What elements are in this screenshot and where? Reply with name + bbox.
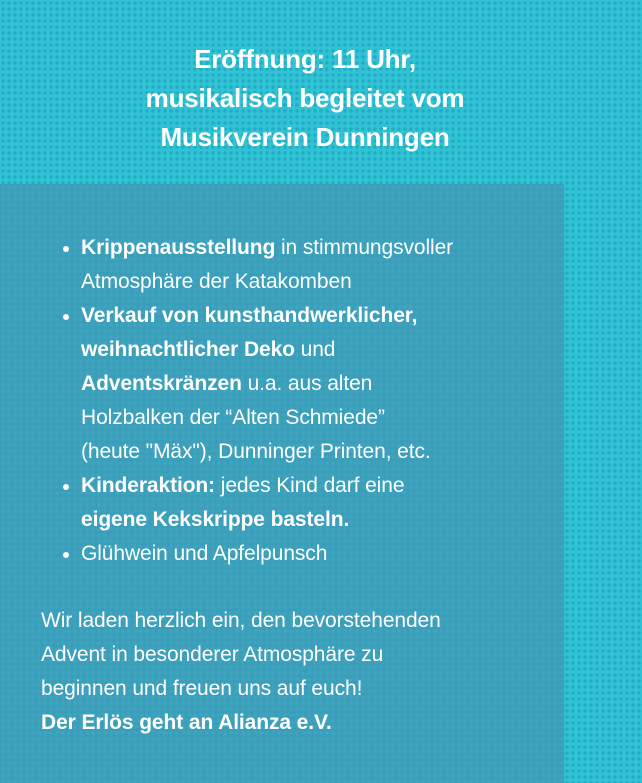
- proceeds-note: Der Erlös geht an Alianza e.V.: [41, 711, 332, 734]
- item-highlight: Verkauf von kunsthandwerklicher,: [81, 304, 418, 327]
- heading-line-band: Musikverein Dunningen: [160, 122, 450, 152]
- item-text: jedes Kind darf eine: [215, 474, 405, 497]
- item-highlight: eigene Kekskrippe basteln.: [81, 508, 350, 531]
- item-line: [81, 367, 549, 401]
- list-item-drinks: [59, 537, 549, 571]
- item-line: [81, 469, 549, 503]
- item-line: [81, 333, 549, 367]
- item-text: und: [294, 338, 336, 361]
- list-item-crafts-sale: [59, 299, 549, 469]
- item-highlight: Kinderaktion:: [81, 474, 216, 497]
- item-line: (heute "Mäx"), Dunninger Printen, etc.: [81, 440, 431, 463]
- bullet-icon: [63, 552, 69, 558]
- item-highlight: Krippenausstellung: [81, 236, 276, 259]
- closing-paragraph: [41, 604, 551, 740]
- list-item-kids-activity: [59, 469, 549, 537]
- item-line: Atmosphäre der Katakomben: [81, 270, 352, 293]
- event-heading: [0, 40, 610, 157]
- item-line: Holzbalken der “Alten Schmiede”: [81, 406, 385, 429]
- info-panel: [0, 184, 564, 783]
- closing-line: [41, 706, 551, 740]
- item-line: [81, 231, 549, 265]
- item-line: [81, 503, 549, 537]
- item-line: [81, 299, 549, 333]
- bullet-icon: [63, 314, 69, 320]
- item-highlight: weihnachtlicher Deko: [81, 338, 295, 361]
- closing-line: Advent in besonderer Atmosphäre zu: [41, 643, 384, 666]
- closing-line: beginnen und freuen uns auf euch!: [41, 677, 363, 700]
- item-highlight: Adventskränzen: [81, 372, 242, 395]
- item-line: Glühwein und Apfelpunsch: [81, 542, 328, 565]
- bullet-icon: [63, 246, 69, 252]
- heading-line-opening-time: Eröffnung: 11 Uhr,: [194, 44, 416, 74]
- heading-line-music: musikalisch begleitet vom: [145, 83, 465, 113]
- item-text: in stimmungsvoller: [275, 236, 454, 259]
- list-item-nativity-exhibition: [59, 231, 549, 299]
- item-text: u.a. aus alten: [241, 372, 373, 395]
- closing-line: Wir laden herzlich ein, den bevorstehenden: [41, 609, 441, 632]
- program-list: [59, 231, 549, 571]
- bullet-icon: [63, 484, 69, 490]
